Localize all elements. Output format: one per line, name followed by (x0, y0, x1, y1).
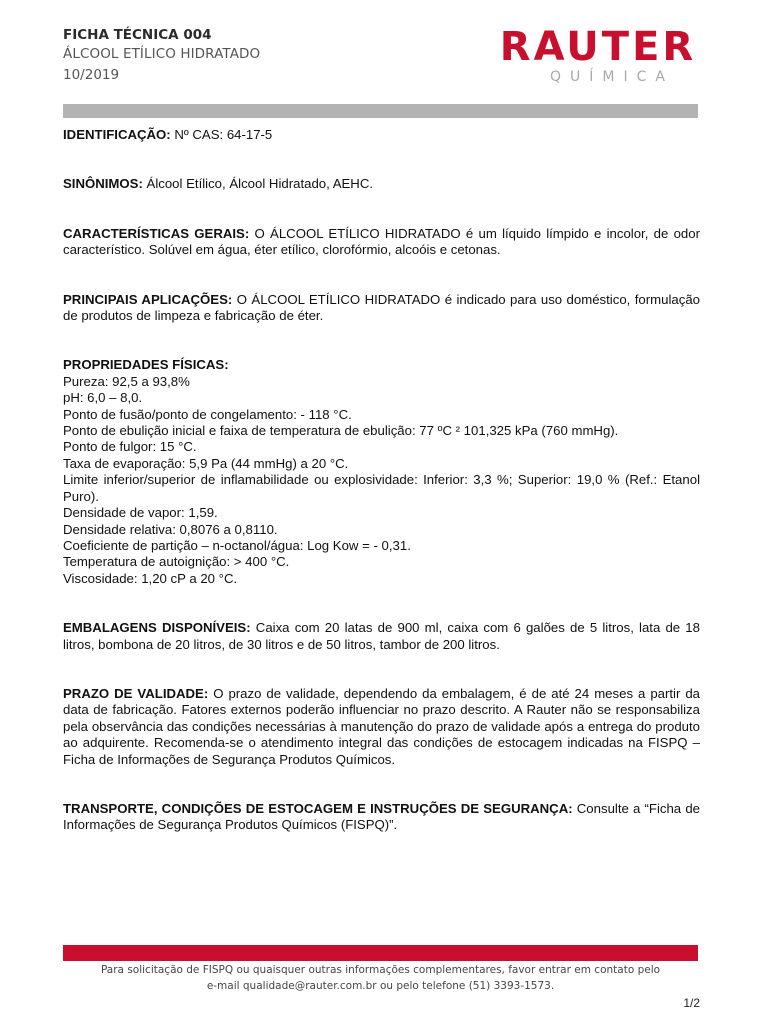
section-text: O prazo de validade, dependendo da embalagem, é de até 24 meses a partir da data de fabricação. Fatores externos poderão influenciar no prazo descrito. A Rauter não se responsabiliza pela observância das condições necessárias à manutenção do prazo de validade após a entrega do produto ao adquirente. Recomenda-se o atendimento integral das condições de estocagem indicadas na FISPQ – Ficha de Informações de Segurança Produtos Químicos. (63, 685, 701, 767)
section-text: Nº CAS: 64-17-5 (170, 127, 273, 142)
section-caracteristicas (63, 226, 700, 259)
property-item: Temperatura de autoignição: > 400 °C. (63, 554, 290, 570)
rauter-logo (498, 24, 698, 85)
section-label: PROPRIEDADES FÍSICAS: (63, 357, 229, 373)
property-item: pH: 6,0 – 8,0. (63, 390, 143, 406)
section-validade (63, 686, 700, 768)
page-number: 1/2 (683, 996, 700, 1010)
logo-wordmark: RAUTER (499, 24, 697, 70)
property-item: Coeficiente de partição – n-octanol/água: Log Kow = - 0,31. (63, 537, 411, 553)
property-item: Densidade de vapor: 1,59. (63, 505, 218, 521)
footer-line: Para solicitação de FISPQ ou quaisquer outras informações complementares, favor entrar em contato pelo (100, 964, 661, 976)
footer-line: e-mail qualidade@rauter.com.br ou pelo telefone (51) 3393-1573. (206, 980, 555, 992)
property-item: Pureza: 92,5 a 93,8% (63, 373, 190, 389)
section-identificacao (63, 127, 700, 143)
section-text: Consulte a “Ficha de Informações de Segurança Produtos Químicos (FISPQ)”. (63, 800, 700, 833)
section-transporte (63, 801, 700, 834)
property-item: Viscosidade: 1,20 cP a 20 °C. (63, 570, 238, 586)
section-text: Álcool Etílico, Álcool Hidratado, AEHC. (142, 176, 374, 192)
section-label: PRAZO DE VALIDADE: (63, 685, 209, 701)
section-label: IDENTIFICAÇÃO: (63, 127, 171, 142)
section-text: O ÁLCOOL ETÍLICO HIDRATADO é um líquido límpido e incolor, de odor característico. Solúvel em água, éter etílico, clorofórmio, alcoóis e cetonas. (63, 225, 700, 258)
sheet-title: FICHA TÉCNICA 004 (63, 27, 212, 43)
property-item: Taxa de evaporação: 5,9 Pa (44 mmHg) a 20 °C. (63, 455, 349, 471)
property-item: Ponto de fusão/ponto de congelamento: - 118 °C. (63, 406, 352, 422)
section-label: EMBALAGENS DISPONÍVEIS: (63, 620, 251, 636)
document-body (63, 127, 700, 834)
header-divider (63, 104, 698, 118)
property-item: Ponto de ebulição inicial e faixa de temperatura de ebulição: 77 ºC ² 101,325 kPa (760 mmHg). (63, 423, 619, 439)
section-text: O ÁLCOOL ETÍLICO HIDRATADO é indicado para uso doméstico, formulação de produtos de limpeza e fabricação de éter. (63, 291, 700, 324)
section-embalagens (63, 620, 700, 653)
property-item: Limite inferior/superior de inflamabilidade ou explosividade: Inferior: 3,3 %; Superior: 19,0 % (Ref.: Etanol Puro). (63, 472, 700, 504)
section-label: TRANSPORTE, CONDIÇÕES DE ESTOCAGEM E INSTRUÇÕES DE SEGURANÇA: (63, 800, 573, 816)
section-propriedades (63, 357, 700, 587)
section-aplicacoes (63, 292, 700, 325)
document-header (63, 26, 260, 86)
property-item: Ponto de fulgor: 15 °C. (63, 439, 197, 455)
property-item: Densidade relativa: 0,8076 a 0,8110. (63, 521, 278, 537)
section-sinonimos (63, 176, 700, 192)
footer-contact (63, 962, 698, 994)
footer-divider (63, 945, 698, 961)
section-label: CARACTERÍSTICAS GERAIS: (63, 225, 250, 241)
section-text: Caixa com 20 latas de 900 ml, caixa com 6 galões de 5 litros, lata de 18 litros, bombona de 20 litros, de 30 litros e de 50 litros, tambor de 200 litros. (63, 620, 700, 652)
section-label: SINÔNIMOS: (63, 176, 143, 192)
issue-date: 10/2019 (63, 67, 120, 83)
logo-subtitle: QUÍMICA (550, 69, 674, 85)
product-name: ÁLCOOL ETÍLICO HIDRATADO (63, 46, 261, 62)
section-label: PRINCIPAIS APLICAÇÕES: (63, 291, 233, 307)
